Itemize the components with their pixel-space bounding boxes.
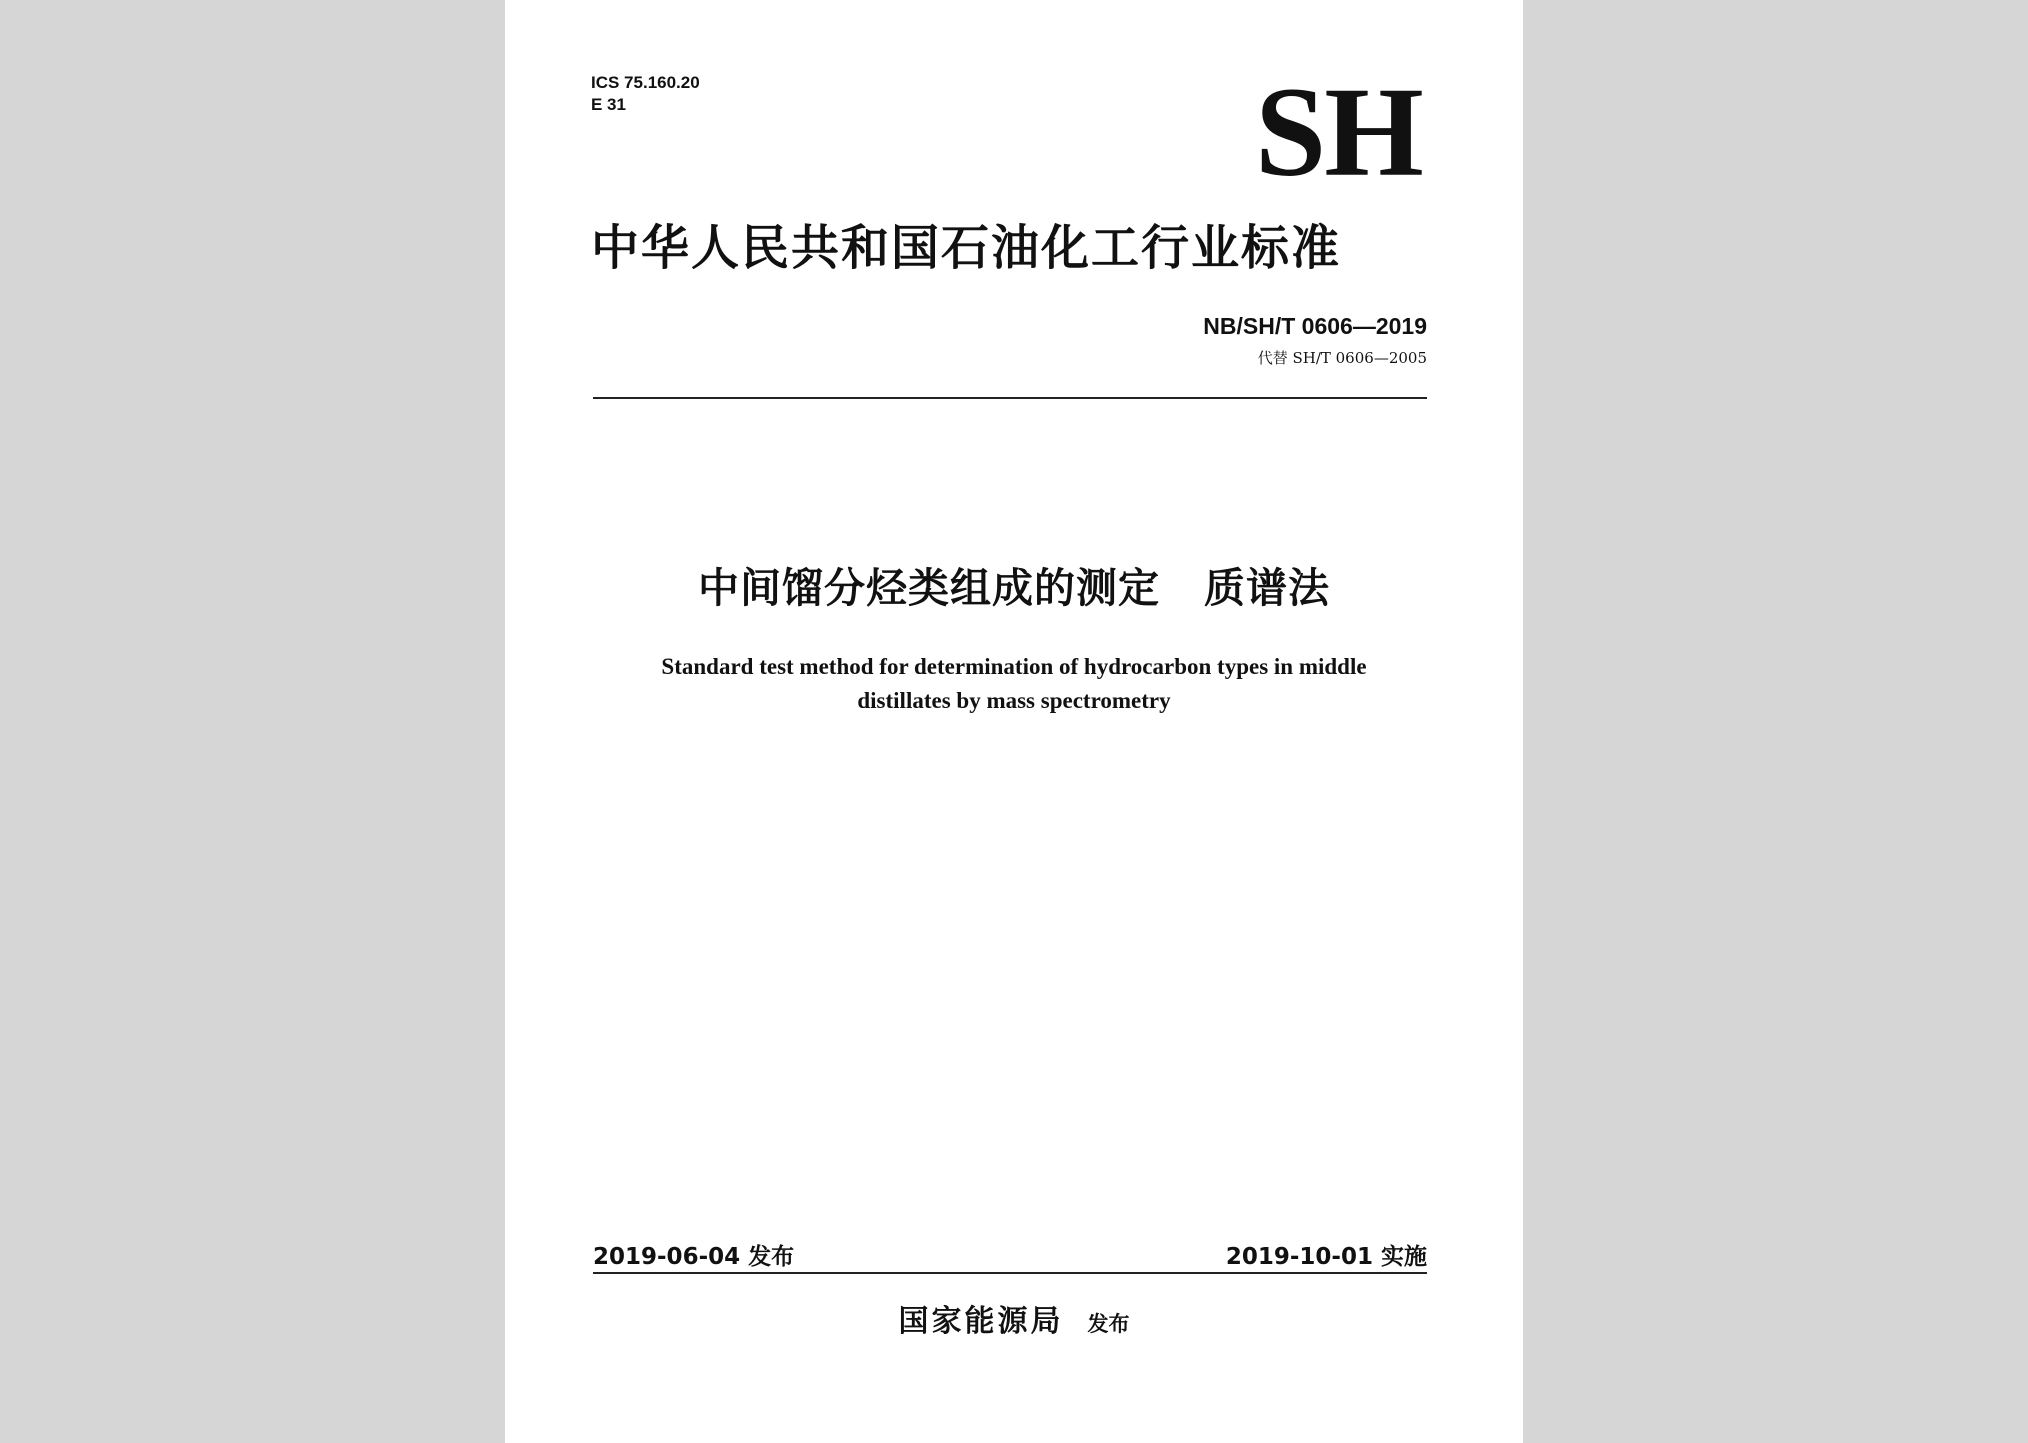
- implementation-date: 2019-10-01 实施: [1225, 1244, 1427, 1270]
- header-divider: [593, 397, 1427, 399]
- ics-code: ICS 75.160.20: [591, 73, 700, 92]
- publish-label: 发布: [1087, 1312, 1130, 1336]
- chinese-title-method: 质谱法: [1204, 564, 1330, 612]
- issue-date: 2019-06-04 发布: [593, 1244, 795, 1270]
- english-title: [505, 650, 1523, 718]
- ccs-code: E 31: [591, 95, 626, 114]
- english-title-line-2: distillates by mass spectrometry: [857, 688, 1171, 713]
- publisher-name: 国家能源局: [898, 1304, 1064, 1339]
- sh-logo: SH: [1255, 61, 1422, 203]
- publisher-line: [505, 1302, 1523, 1344]
- classification-codes: [591, 72, 700, 116]
- chinese-title: [505, 560, 1523, 616]
- english-title-line-1: Standard test method for determination of hydrocarbon types in middle: [661, 654, 1367, 679]
- document-cover-page: [505, 0, 1523, 1443]
- standard-number: NB/SH/T 0606—2019: [1203, 313, 1427, 339]
- footer-divider: [593, 1272, 1427, 1274]
- replaces-standard: 代替 SH/T 0606—2005: [1257, 349, 1427, 367]
- ministry-title: 中华人民共和国石油化工行业标准: [591, 220, 1342, 276]
- chinese-title-main: 中间馏分烃类组成的测定: [698, 564, 1160, 612]
